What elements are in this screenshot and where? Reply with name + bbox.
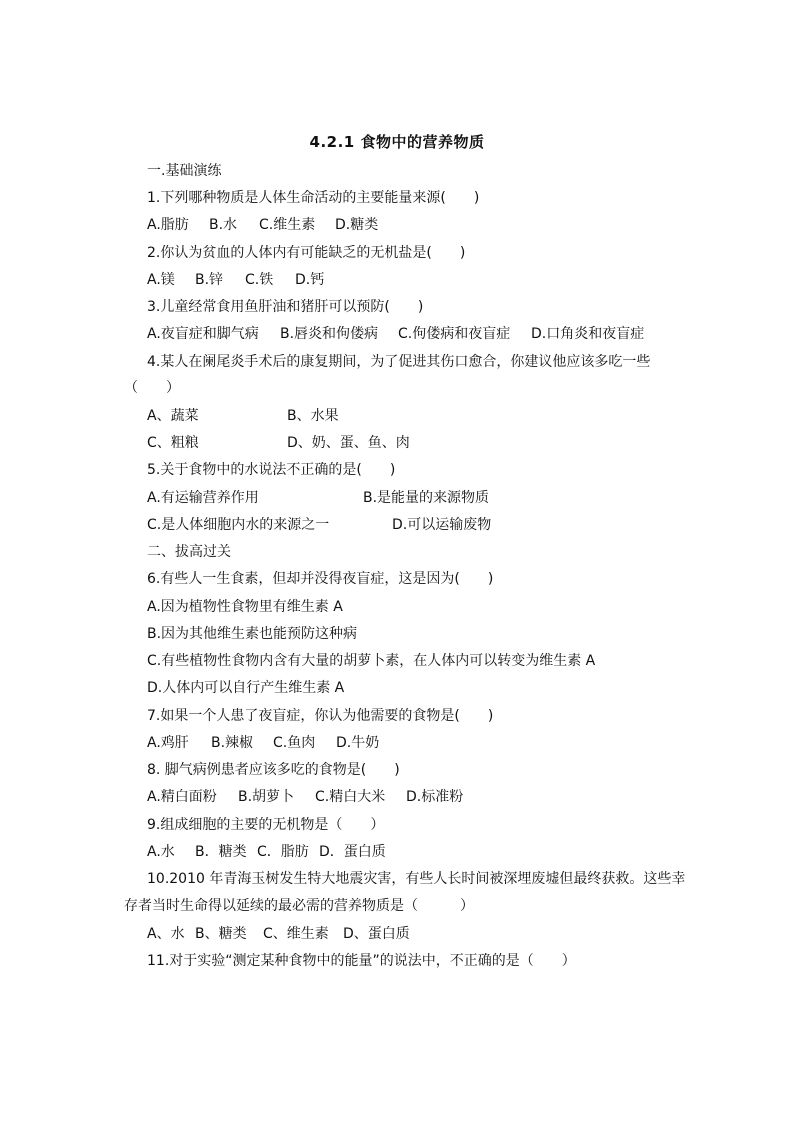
question-3-option-c: C.佝偻病和夜盲症 [398, 326, 511, 342]
question-8-option-a: A.精白面粉 [147, 789, 217, 805]
question-5-stem: 5.关于食物中的水说法不正确的是( ) [147, 462, 396, 478]
question-9-stem: 9.组成细胞的主要的无机物是（ ） [147, 817, 385, 833]
question-8-option-c: C.精白大米 [315, 789, 386, 805]
question-10-option-b: B、糖类 [195, 926, 247, 942]
question-2-stem: 2.你认为贫血的人体内有可能缺乏的无机盐是( ) [147, 245, 466, 261]
question-10-stem-line-1: 10.2010 年青海玉树发生特大地震灾害，有些人长时间被深埋废墟但最终获救。这些幸 [147, 871, 686, 887]
question-4-option-c: C、粗粮 [147, 435, 199, 451]
question-1-option-b: B.水 [209, 217, 238, 233]
question-10-option-c: C、维生素 [263, 926, 329, 942]
question-4-stem-line-1: 4.某人在阑尾炎手术后的康复期间，为了促进其伤口愈合，你建议他应该多吃一些 [147, 354, 651, 370]
question-8-option-d: D.标准粉 [406, 789, 464, 805]
question-6-option-a: A.因为植物性食物里有维生素 A [147, 599, 343, 615]
page-title: 4.2.1 食物中的营养物质 [309, 133, 485, 151]
question-6-stem: 6.有些人一生食素，但却并没得夜盲症，这是因为( ) [147, 571, 494, 587]
question-9-option-a: A.水 [147, 844, 175, 860]
question-5-option-d: D.可以运输废物 [392, 517, 492, 533]
question-3-stem: 3.儿童经常食用鱼肝油和猪肝可以预防( ) [147, 299, 424, 315]
question-10-option-d: D、蛋白质 [343, 926, 410, 942]
question-7-option-d: D.牛奶 [336, 735, 380, 751]
question-10-option-a: A、水 [147, 926, 185, 942]
question-5-option-c: C.是人体细胞内水的来源之一 [147, 517, 330, 533]
question-4-stem-line-2: （ ） [124, 380, 180, 396]
question-2-option-a: A.镁 [147, 272, 175, 288]
question-6-option-c: C.有些植物性食物内含有大量的胡萝卜素，在人体内可以转变为维生素 A [147, 653, 596, 669]
question-11-stem: 11.对于实验“测定某种食物中的能量”的说法中，不正确的是（ ） [147, 953, 576, 969]
question-7-option-c: C.鱼肉 [273, 735, 316, 751]
question-7-option-b: B.辣椒 [211, 735, 254, 751]
question-5-option-b: B.是能量的来源物质 [363, 490, 490, 506]
question-8-option-b: B.胡萝卜 [238, 789, 295, 805]
question-2-option-d: D.钙 [295, 272, 325, 288]
question-9-option-b: B．糖类 [195, 844, 247, 860]
question-3-option-d: D.口角炎和夜盲症 [531, 326, 645, 342]
question-1-stem: 1.下列哪种物质是人体生命活动的主要能量来源( ) [147, 190, 480, 206]
question-3-option-b: B.唇炎和佝偻病 [280, 326, 379, 342]
question-6-option-b: B.因为其他维生素也能预防这种病 [147, 626, 358, 642]
question-7-stem: 7.如果一个人患了夜盲症，你认为他需要的食物是( ) [147, 708, 494, 724]
question-9-option-c: C．脂肪 [257, 844, 309, 860]
question-3-option-a: A.夜盲症和脚气病 [147, 326, 259, 342]
question-1-option-a: A.脂肪 [147, 217, 189, 233]
question-10-stem-line-2: 存者当时生命得以延续的最必需的营养物质是（ ） [124, 898, 474, 914]
question-8-stem: 8. 脚气病例患者应该多吃的食物是( ) [147, 762, 400, 778]
question-5-option-a: A.有运输营养作用 [147, 490, 259, 506]
question-4-option-b: B、水果 [287, 408, 339, 424]
section-heading-advanced: 二、拔高过关 [147, 544, 231, 560]
question-2-option-b: B.锌 [195, 272, 224, 288]
question-4-option-a: A、蔬菜 [147, 408, 199, 424]
question-6-option-d: D.人体内可以自行产生维生素 A [147, 680, 345, 696]
question-1-option-d: D.糖类 [335, 217, 379, 233]
section-heading-basic: 一.基础演练 [147, 163, 222, 179]
question-7-option-a: A.鸡肝 [147, 735, 189, 751]
question-1-option-c: C.维生素 [259, 217, 316, 233]
question-2-option-c: C.铁 [245, 272, 274, 288]
question-9-option-d: D．蛋白质 [319, 844, 386, 860]
question-4-option-d: D、奶、蛋、鱼、肉 [287, 435, 410, 451]
